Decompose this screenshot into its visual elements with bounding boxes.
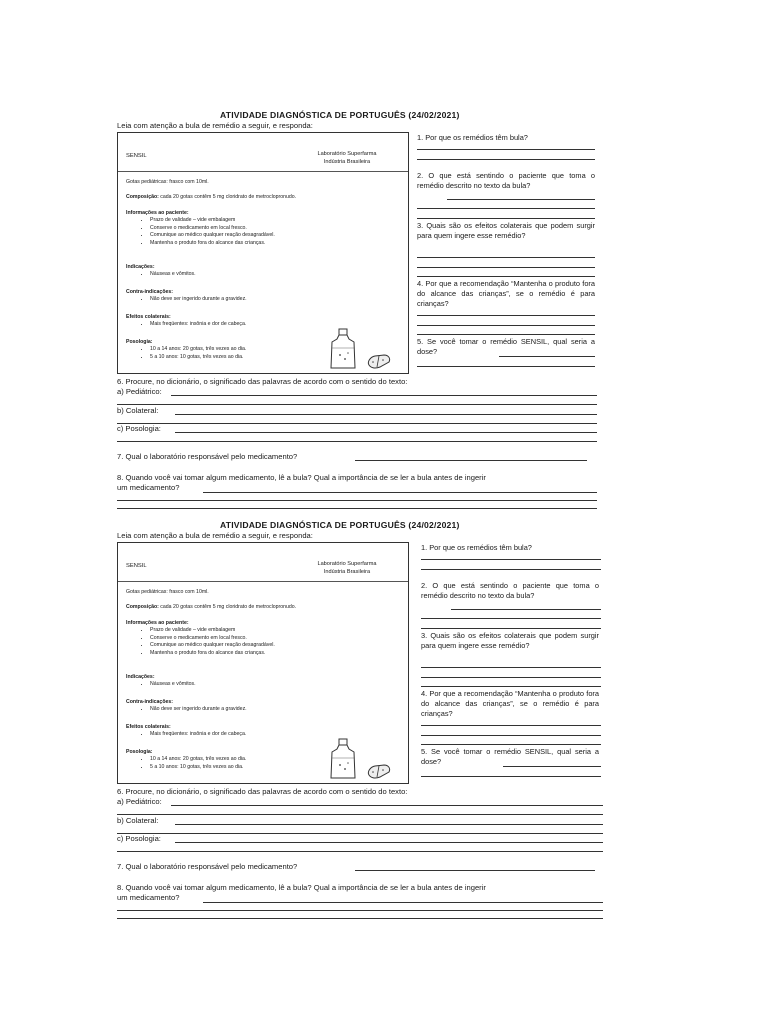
list-item: • Náuseas e vômitos. (150, 271, 196, 279)
answer-line[interactable] (417, 315, 595, 316)
answer-line[interactable] (117, 910, 603, 911)
answer-line[interactable] (175, 414, 597, 415)
question-3: 3. Quais são os efeitos colaterais que podem surgir para quem ingere esse remédio? (421, 631, 599, 650)
indications-section (126, 263, 196, 279)
pill-capsule-icon (366, 353, 392, 369)
laboratory-name: Laboratório Superfarma (317, 151, 377, 157)
answer-line[interactable] (117, 404, 597, 405)
question-5: 5. Se você tomar o remédio SENSIL, qual seria a dose? (421, 747, 599, 766)
section-title: Indicações: (126, 264, 155, 270)
composition-info (126, 194, 296, 200)
industry-origin: Indústria Brasileira (323, 159, 371, 165)
answer-line[interactable] (171, 805, 603, 806)
laboratory-name: Laboratório Superfarma (317, 561, 377, 567)
contraindications-section (126, 698, 247, 714)
question-8-line-1: 8. Quando você vai tomar algum medicamento, lê a bula? Qual a importância de se ler a bula antes de ingerir (117, 883, 486, 892)
drops-info: Gotas pediátricas: frasco com 10ml. (126, 179, 209, 185)
medicine-name: SENSIL (126, 153, 147, 159)
question-1: 1. Por que os remédios têm bula? (421, 543, 532, 552)
list-item: • Mantenha o produto fora do alcance das crianças. (150, 240, 275, 248)
answer-line[interactable] (175, 432, 597, 433)
list-item: • Comunique ao médico qualquer reação desagradável. (150, 232, 275, 240)
answer-line[interactable] (417, 267, 595, 268)
question-2: 2. O que está sentindo o paciente que toma o remédio descrito no texto da bula? (421, 581, 599, 600)
answer-line[interactable] (175, 842, 603, 843)
answer-line[interactable] (447, 199, 595, 200)
answer-line[interactable] (421, 667, 601, 668)
definition-label-posologia: c) Posologia: (117, 424, 161, 433)
answer-line[interactable] (417, 257, 595, 258)
definition-label-colateral: b) Colateral: (117, 406, 159, 415)
medicine-name: SENSIL (126, 563, 147, 569)
side-effects-section (126, 723, 246, 739)
answer-line[interactable] (171, 395, 597, 396)
medicine-leaflet-box (117, 542, 409, 784)
answer-line[interactable] (417, 366, 595, 367)
question-6: 6. Procure, no dicionário, o significado das palavras de acordo com o sentido do texto: (117, 377, 408, 386)
section-title: Informações ao paciente: (126, 620, 189, 626)
answer-line[interactable] (421, 569, 601, 570)
answer-line[interactable] (421, 776, 601, 777)
patient-info-section (126, 619, 275, 658)
section-title: Efeitos colaterais: (126, 724, 171, 730)
answer-line[interactable] (117, 851, 603, 852)
section-title: Posologia: (126, 749, 153, 755)
composition-label: Composição: (126, 194, 159, 200)
section-title: Contra-indicações: (126, 699, 173, 705)
section-title: Informações ao paciente: (126, 210, 189, 216)
composition-label: Composição: (126, 604, 159, 610)
answer-line[interactable] (417, 159, 595, 160)
list-item: • Náuseas e vômitos. (150, 681, 196, 689)
list-item: • Prazo de validade – vide embalagem (150, 627, 275, 635)
list-item: • 5 a 10 anos: 10 gotas, três vezes ao dia. (150, 764, 246, 772)
medicine-bottle-icon (328, 328, 358, 370)
answer-line[interactable] (417, 218, 595, 219)
worksheet-title: ATIVIDADE DIAGNÓSTICA DE PORTUGUÊS (24/02/2021) (220, 110, 460, 120)
laboratory-info (302, 150, 392, 166)
list-item: • Comunique ao médico qualquer reação desagradável. (150, 642, 275, 650)
answer-line[interactable] (355, 460, 587, 461)
question-7: 7. Qual o laboratório responsável pelo medicamento? (117, 452, 298, 461)
question-8-line-2: um medicamento? (117, 893, 180, 902)
patient-info-section (126, 209, 275, 248)
industry-origin: Indústria Brasileira (323, 569, 371, 575)
medicine-bottle-icon (328, 738, 358, 780)
dosage-section (126, 338, 246, 361)
answer-line[interactable] (421, 686, 601, 687)
answer-line[interactable] (503, 766, 601, 767)
answer-line[interactable] (117, 833, 603, 834)
section-title: Contra-indicações: (126, 289, 173, 295)
answer-line[interactable] (417, 149, 595, 150)
answer-line[interactable] (417, 276, 595, 277)
answer-line[interactable] (117, 508, 597, 509)
medicine-leaflet-box (117, 132, 409, 374)
list-item: • Prazo de validade – vide embalagem (150, 217, 275, 225)
question-4: 4. Por que a recomendação “Mantenha o produto fora do alcance das crianças”, se o remédio é para crianças? (421, 689, 599, 718)
list-item: • Conserve o medicamento em local fresco. (150, 635, 275, 643)
answer-line[interactable] (355, 870, 595, 871)
answer-line[interactable] (421, 735, 601, 736)
list-item: • Não deve ser ingerido durante a gravidez. (150, 706, 247, 714)
instruction-text: Leia com atenção a bula de remédio a seguir, e responda: (117, 531, 313, 540)
question-4: 4. Por que a recomendação “Mantenha o produto fora do alcance das crianças”, se o remédio é para crianças? (417, 279, 595, 308)
contraindications-section (126, 288, 247, 304)
list-item: • Mantenha o produto fora do alcance das crianças. (150, 650, 275, 658)
answer-line[interactable] (421, 628, 601, 629)
composition-info (126, 604, 296, 610)
answer-line[interactable] (117, 441, 597, 442)
answer-line[interactable] (417, 334, 595, 335)
leaflet-divider (118, 581, 408, 582)
question-1: 1. Por que os remédios têm bula? (417, 133, 528, 142)
list-item: • Conserve o medicamento em local fresco. (150, 225, 275, 233)
section-title: Posologia: (126, 339, 153, 345)
laboratory-info (302, 560, 392, 576)
answer-line[interactable] (117, 423, 597, 424)
worksheet-copy-1 (115, 108, 607, 513)
list-item: • 10 a 14 anos: 20 gotas, três vezes ao dia. (150, 346, 246, 354)
question-5: 5. Se você tomar o remédio SENSIL, qual seria a dose? (417, 337, 595, 356)
answer-line[interactable] (203, 902, 603, 903)
list-item: • 10 a 14 anos: 20 gotas, três vezes ao dia. (150, 756, 246, 764)
definition-label-pediatrico: a) Pediátrico: (117, 797, 162, 806)
answer-line[interactable] (421, 677, 601, 678)
question-3: 3. Quais são os efeitos colaterais que podem surgir para quem ingere esse remédio? (417, 221, 595, 240)
side-effects-section (126, 313, 246, 329)
composition-text: cada 20 gotas contêm 5 mg cloridrato de metroclopronudo. (158, 604, 297, 610)
instruction-text: Leia com atenção a bula de remédio a seguir, e responda: (117, 121, 313, 130)
answer-line[interactable] (117, 814, 603, 815)
section-title: Efeitos colaterais: (126, 314, 171, 320)
definition-label-posologia: c) Posologia: (117, 834, 161, 843)
worksheet-title: ATIVIDADE DIAGNÓSTICA DE PORTUGUÊS (24/02/2021) (220, 520, 460, 530)
question-8-line-2: um medicamento? (117, 483, 180, 492)
question-8-line-1: 8. Quando você vai tomar algum medicamento, lê a bula? Qual a importância de se ler a bula antes de ingerir (117, 473, 486, 482)
answer-line[interactable] (117, 500, 597, 501)
answer-line[interactable] (421, 744, 601, 745)
answer-line[interactable] (421, 559, 601, 560)
question-7: 7. Qual o laboratório responsável pelo medicamento? (117, 862, 298, 871)
leaflet-divider (118, 171, 408, 172)
definition-label-pediatrico: a) Pediátrico: (117, 387, 162, 396)
dosage-section (126, 748, 246, 771)
drops-info: Gotas pediátricas: frasco com 10ml. (126, 589, 209, 595)
list-item: • Mais freqüentes: insônia e dor de cabeça. (150, 731, 246, 739)
answer-line[interactable] (417, 208, 595, 209)
indications-section (126, 673, 196, 689)
list-item: • Não deve ser ingerido durante a gravidez. (150, 296, 247, 304)
answer-line[interactable] (175, 824, 603, 825)
list-item: • Mais freqüentes: insônia e dor de cabeça. (150, 321, 246, 329)
pill-capsule-icon (366, 763, 392, 779)
definition-label-colateral: b) Colateral: (117, 816, 159, 825)
section-title: Indicações: (126, 674, 155, 680)
list-item: • 5 a 10 anos: 10 gotas, três vezes ao dia. (150, 354, 246, 362)
question-6: 6. Procure, no dicionário, o significado das palavras de acordo com o sentido do texto: (117, 787, 408, 796)
answer-line[interactable] (421, 618, 601, 619)
question-2: 2. O que está sentindo o paciente que toma o remédio descrito no texto da bula? (417, 171, 595, 190)
answer-line[interactable] (451, 609, 601, 610)
worksheet-copy-2 (115, 518, 607, 923)
answer-line[interactable] (203, 492, 597, 493)
composition-text: cada 20 gotas contêm 5 mg cloridrato de metroclopronudo. (158, 194, 297, 200)
answer-line[interactable] (499, 356, 595, 357)
answer-line[interactable] (417, 325, 595, 326)
answer-line[interactable] (117, 918, 603, 919)
answer-line[interactable] (421, 725, 601, 726)
